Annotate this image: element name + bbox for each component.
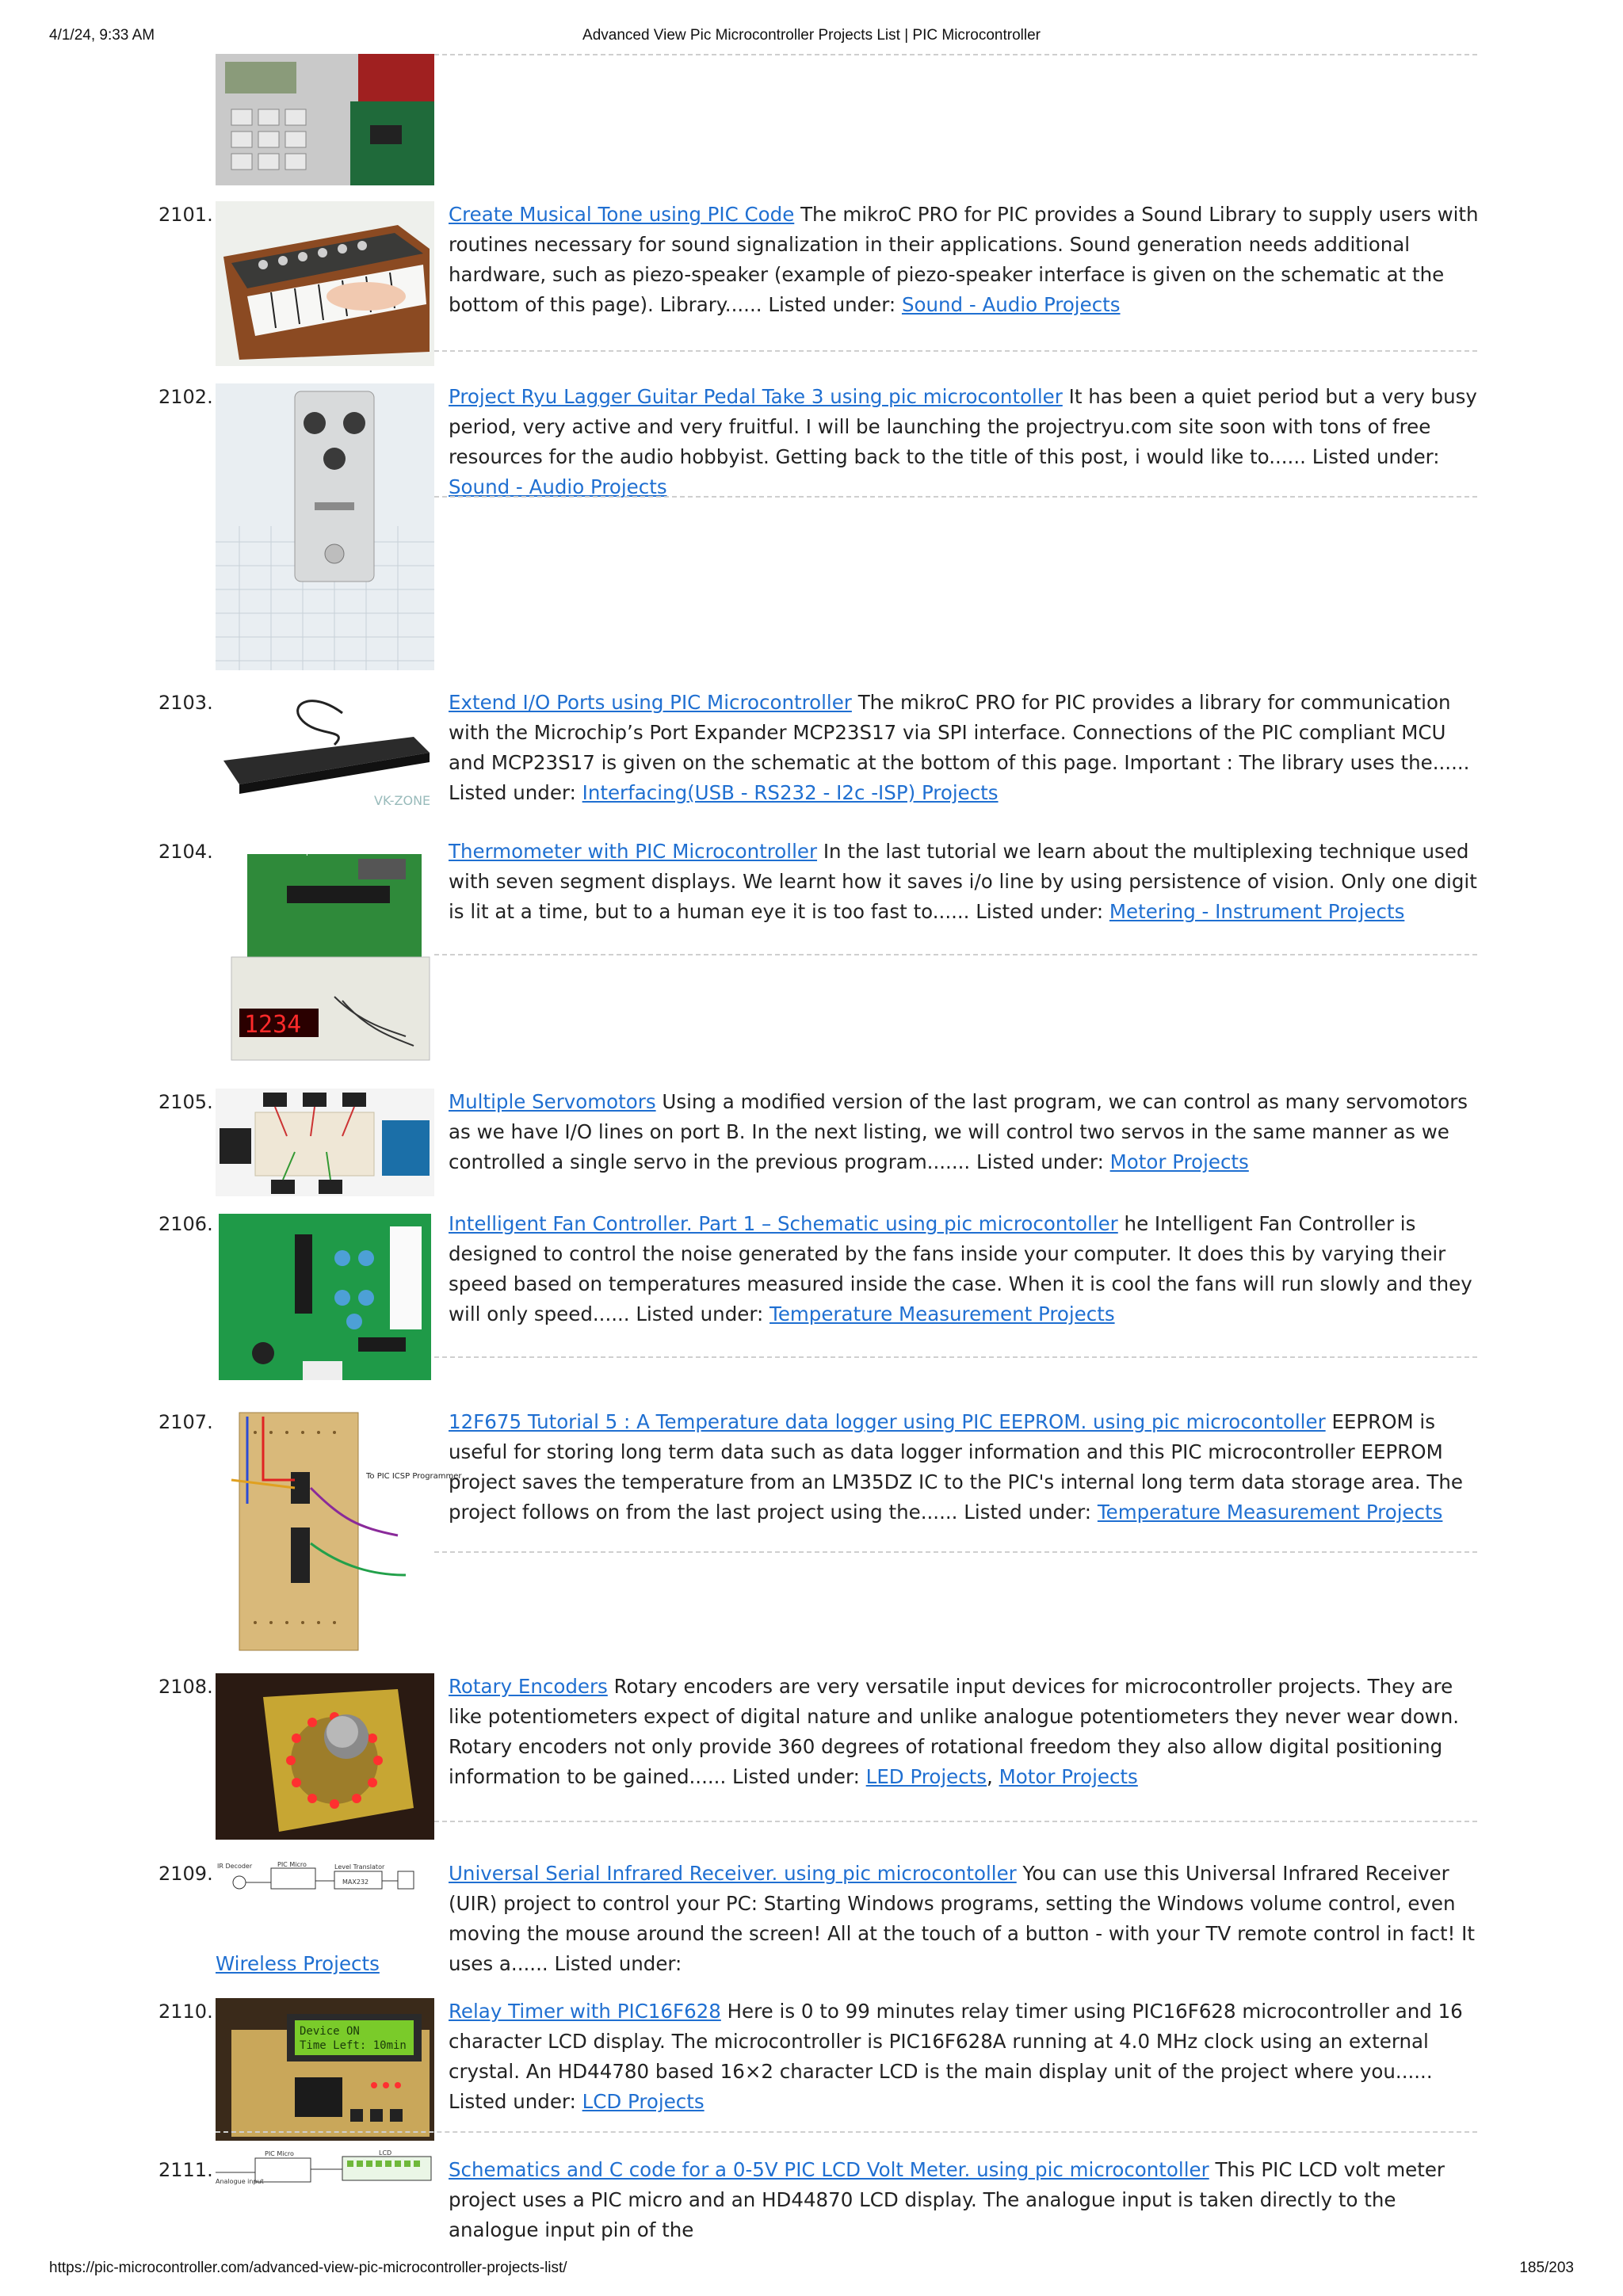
project-description: he Intelligent Fan Controller is designed to control the noise generated by the fans inside your computer. It does this by varying their speed based on temperatures measured inside the case. When it is cool the fans will run slowly and they will only speed...... — [449, 1212, 1472, 1325]
fan-controller-pcb-image — [216, 1211, 434, 1388]
separator — [434, 1821, 1477, 1822]
separator — [434, 496, 1477, 498]
project-description: Using a modified version of the last program, we can control as many servomotors as we have I/O lines on port B. In the next listing, we will control two servos in the same manner as we controlled a single servo in the previous program....... — [449, 1090, 1468, 1173]
category-link[interactable]: Interfacing(USB - RS232 - I2c -ISP) Projects — [582, 781, 999, 804]
item-number: 2107. — [158, 1411, 213, 1433]
item-number: 2106. — [158, 1213, 213, 1235]
category-link[interactable]: Temperature Measurement Projects — [769, 1302, 1115, 1325]
data-logger-breadboard-image — [216, 1409, 462, 1654]
listed-under-label: Listed under: — [554, 1952, 682, 1975]
category-link[interactable]: Temperature Measurement Projects — [1097, 1501, 1443, 1524]
project-description: The mikroC PRO for PIC provides a library for communication with the Microchip’s Port Expander MCP23S17 via SPI interface. Connections of the PIC compliant MCU and MCP23S17 is given on the schematic at the bottom of this page. Important : The library uses the...... — [449, 691, 1470, 774]
project-link[interactable]: Multiple Servomotors — [449, 1090, 656, 1113]
item-number: 2104. — [158, 841, 213, 863]
listed-under-label: Listed under: — [1312, 445, 1440, 468]
entry-thumbnail[interactable] — [216, 1409, 462, 1654]
diagram-label: MAX232 — [342, 1878, 369, 1886]
project-description: The mikroC PRO for PIC provides a Sound Library to supply users with routines necessary for sound signalization in their applications. Sound generation needs additional hardware, such as piezo-speaker (example of piezo-speaker interface is given on the schematic at the bottom of this page). Library...... — [449, 203, 1479, 316]
project-description: It has been a quiet period but a very busy period, very active and very fruitful. I will be launching the projectryu.com site soon with tons of free resources for the audio hobbyist. Getting back to the title of this post, i would like to...... — [449, 385, 1477, 468]
project-description: This PIC LCD volt meter project uses a PIC micro and an HD44870 LCD display. The analogue input is taken directly to the analogue input pin of the — [449, 2158, 1445, 2241]
separator — [216, 2131, 1477, 2133]
logo-text: VK-ZONE — [374, 793, 431, 808]
volt-meter-diagram-image — [216, 2149, 434, 2188]
thermometer-board-image — [216, 838, 447, 1068]
item-number: 2111. — [158, 2159, 213, 2181]
diagram-label: PIC Micro — [265, 2150, 294, 2157]
entry-thumbnail[interactable] — [216, 689, 434, 810]
lcd-line-2: Time Left: 10min — [300, 2039, 407, 2052]
project-link[interactable]: Create Musical Tone using PIC Code — [449, 203, 795, 226]
project-link[interactable]: Universal Serial Infrared Receiver. using pic microcontoller — [449, 1862, 1017, 1885]
listed-under-label: Listed under: — [732, 1765, 860, 1788]
category-link[interactable]: Sound - Audio Projects — [449, 475, 667, 498]
relay-timer-image — [216, 1998, 434, 2141]
diagram-label: Analogue input — [216, 2178, 264, 2185]
entry-thumbnail[interactable] — [216, 838, 447, 1068]
entry-thumbnail[interactable] — [216, 1089, 434, 1196]
listed-under-label: Listed under: — [768, 293, 896, 316]
category-link[interactable]: Sound - Audio Projects — [901, 293, 1121, 316]
keypad-device-image — [216, 54, 434, 185]
project-link[interactable]: Project Ryu Lagger Guitar Pedal Take 3 using pic microcontoller — [449, 385, 1063, 408]
project-link[interactable]: Rotary Encoders — [449, 1675, 608, 1698]
listed-under-label: Listed under: — [976, 900, 1104, 923]
icsp-label: To PIC ICSP Programmer — [366, 1472, 462, 1481]
ir-receiver-diagram-image — [216, 1860, 434, 1901]
project-link[interactable]: Thermometer with PIC Microcontroller — [449, 840, 818, 863]
category-link[interactable]: Motor Projects — [999, 1765, 1138, 1788]
listed-under-label: Listed under: — [449, 2090, 576, 2113]
category-link[interactable]: Motor Projects — [1109, 1150, 1249, 1173]
guitar-pedal-image — [216, 383, 434, 670]
page-header — [0, 27, 1623, 49]
item-number: 2102. — [158, 386, 213, 408]
project-description: In the last tutorial we learn about the multiplexing technique used with seven segment displays. We learnt how it saves i/o line by using persistence of vision. Only one digit is lit at a time, but to a human eye it is too fast to...... — [449, 840, 1477, 923]
page-footer — [0, 2260, 1623, 2282]
entry-thumbnail[interactable] — [216, 2149, 434, 2188]
listed-under-label: Listed under: — [636, 1302, 764, 1325]
category-link[interactable]: Metering - Instrument Projects — [1109, 900, 1405, 923]
project-description: You can use this Universal Infrared Receiver (UIR) project to control your PC: Starting Windows programs, setting the Windows volume control, even moving the mouse around the screen! All at the touch of a button - with your TV remote control in fact! It uses a...... — [449, 1862, 1475, 1975]
project-description: Here is 0 to 99 minutes relay timer using PIC16F628 microcontroller and 16 character LCD display. The microcontroller is PIC16F628A running at 4.0 MHz clock using an external crystal. An HD44780 based 16×2 character LCD is the main display unit of the project where you...... — [449, 2000, 1463, 2083]
entry-thumbnail[interactable] — [216, 383, 434, 670]
separator — [434, 54, 1477, 55]
diagram-label: LCD — [379, 2149, 392, 2157]
category-link[interactable]: LCD Projects — [582, 2090, 705, 2113]
project-description: EEPROM is useful for storing long term data such as data logger information and this PIC microcontroller EEPROM project saves the temperature from an LM35DZ IC to the PIC's internal long term data storage area. The project follows on from the last project using the...... — [449, 1410, 1463, 1524]
lcd-line-1: Device ON — [300, 2025, 360, 2038]
rotary-encoder-image — [216, 1673, 434, 1840]
separator — [434, 350, 1477, 352]
item-number: 2103. — [158, 692, 213, 714]
page-title: Advanced View Pic Microcontroller Projects List | PIC Microcontroller — [582, 27, 1041, 44]
page-url: https://pic-microcontroller.com/advanced-view-pic-microcontroller-projects-list/ — [49, 2260, 567, 2276]
project-link[interactable]: Intelligent Fan Controller. Part 1 – Schematic using pic microcontoller — [449, 1212, 1118, 1235]
diagram-label: IR Decoder — [217, 1863, 253, 1870]
entry-thumbnail[interactable] — [216, 1998, 434, 2141]
item-number: 2109. — [158, 1863, 213, 1885]
servomotors-image — [216, 1089, 434, 1196]
item-number: 2110. — [158, 2000, 213, 2023]
separator — [434, 954, 1477, 955]
entry-thumbnail[interactable] — [216, 201, 434, 366]
category-link[interactable]: Wireless Projects — [216, 1952, 380, 1975]
item-number: 2108. — [158, 1676, 213, 1698]
print-datetime: 4/1/24, 9:33 AM — [49, 27, 155, 44]
listed-under-label: Listed under: — [449, 781, 576, 804]
diagram-label: PIC Micro — [277, 1861, 307, 1868]
seven-segment-display: 1234 — [244, 1011, 302, 1039]
listed-under-label: Listed under: — [964, 1501, 1092, 1524]
project-link[interactable]: Schematics and C code for a 0-5V PIC LCD Volt Meter. using pic microcontoller — [449, 2158, 1209, 2181]
separator — [434, 1551, 1477, 1553]
synthesizer-image — [216, 201, 434, 366]
item-number: 2101. — [158, 204, 213, 226]
listed-under-label: Listed under: — [976, 1150, 1104, 1173]
entry-thumbnail[interactable] — [216, 1673, 434, 1840]
entry-thumbnail-previous[interactable] — [216, 54, 434, 185]
project-description: Rotary encoders are very versatile input devices for microcontroller projects. They are like potentiometers expect of digital nature and unlike analogue potentiometers they never wear down. Rotary encoders not only provide 360 degrees of rotational freedom they also allow digital positioning information to be gained...... — [449, 1675, 1460, 1788]
port-expander-image — [216, 689, 434, 810]
board-label: PIC Development Board with Gom MCU Circuit — [263, 848, 447, 856]
project-link[interactable]: Extend I/O Ports using PIC Microcontroller — [449, 691, 852, 714]
project-link[interactable]: 12F675 Tutorial 5 : A Temperature data logger using PIC EEPROM. using pic microcontoller — [449, 1410, 1326, 1433]
entry-thumbnail[interactable] — [216, 1211, 434, 1388]
project-link[interactable]: Relay Timer with PIC16F628 — [449, 2000, 721, 2023]
category-link[interactable]: LED Projects — [865, 1765, 987, 1788]
item-number: 2105. — [158, 1091, 213, 1113]
diagram-label: Level Translator — [334, 1863, 385, 1871]
page-number: 185/203 — [1519, 2260, 1574, 2276]
entry-thumbnail[interactable] — [216, 1860, 434, 1901]
separator — [434, 1356, 1477, 1358]
